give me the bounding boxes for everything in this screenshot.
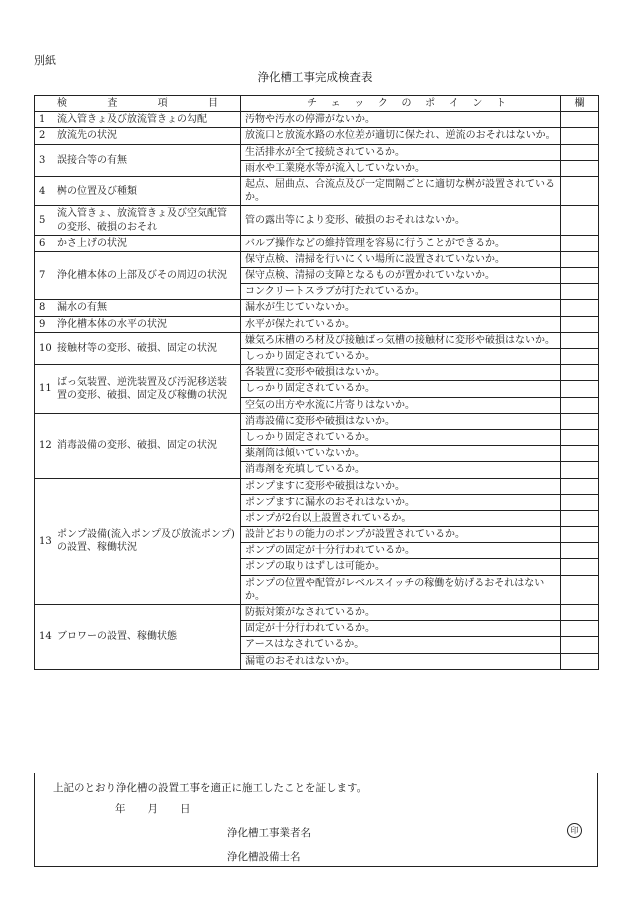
table-row bbox=[35, 112, 599, 128]
check-box-cell[interactable] bbox=[561, 397, 599, 413]
inspection-item-cell bbox=[35, 176, 241, 205]
check-box-cell[interactable] bbox=[561, 446, 599, 462]
check-point-text: ポンプが2台以上設置されているか。 bbox=[241, 510, 561, 526]
check-box-cell[interactable] bbox=[561, 365, 599, 381]
check-box-cell[interactable] bbox=[561, 621, 599, 637]
item-number: 9 bbox=[39, 318, 46, 330]
check-box-cell[interactable] bbox=[561, 462, 599, 478]
appendix-label: 別紙 bbox=[34, 54, 56, 67]
inspection-item-cell bbox=[35, 332, 241, 364]
inspection-item-cell bbox=[35, 605, 241, 670]
table-row bbox=[35, 300, 599, 316]
check-box-cell[interactable] bbox=[561, 112, 599, 128]
check-point-text: 各装置に変形や破損はないか。 bbox=[241, 365, 561, 381]
check-box-cell[interactable] bbox=[561, 510, 599, 526]
check-point-text: 放流口と放流水路の水位差が適切に保たれ、逆流のおそれはないか。 bbox=[241, 128, 561, 144]
check-box-cell[interactable] bbox=[561, 206, 599, 235]
check-box-cell[interactable] bbox=[561, 349, 599, 365]
inspection-item-cell bbox=[35, 144, 241, 176]
item-label: 流入管きょ、放流管きょ及び空気配管の変形、破損のおそれ bbox=[57, 208, 227, 233]
item-number: 13 bbox=[39, 535, 52, 547]
check-point-text: バルブ操作などの維持管理を容易に行うことができるか。 bbox=[241, 235, 561, 251]
check-box-cell[interactable] bbox=[561, 605, 599, 621]
check-point-text: 雨水や工業廃水等が流入していないか。 bbox=[241, 160, 561, 176]
check-point-text: 起点、屈曲点、合流点及び一定間隔ごとに適切な桝が設置されているか。 bbox=[241, 176, 561, 205]
inspection-item-cell bbox=[35, 316, 241, 332]
table-row bbox=[35, 128, 599, 144]
check-box-cell[interactable] bbox=[561, 176, 599, 205]
inspection-item-cell bbox=[35, 112, 241, 128]
inspection-item-cell bbox=[35, 251, 241, 300]
check-point-text: ポンプますに漏水のおそれはないか。 bbox=[241, 494, 561, 510]
check-box-cell[interactable] bbox=[561, 128, 599, 144]
check-box-cell[interactable] bbox=[561, 478, 599, 494]
table-row bbox=[35, 206, 599, 235]
item-number: 2 bbox=[39, 130, 46, 142]
check-box-cell[interactable] bbox=[561, 653, 599, 669]
check-point-text: 固定が十分行われているか。 bbox=[241, 621, 561, 637]
check-point-text: しっかり固定されているか。 bbox=[241, 429, 561, 445]
check-box-cell[interactable] bbox=[561, 316, 599, 332]
check-point-text: ポンプの取りはずしは可能か。 bbox=[241, 559, 561, 575]
check-point-text: しっかり固定されているか。 bbox=[241, 381, 561, 397]
month-label: 月 bbox=[147, 803, 158, 815]
table-row bbox=[35, 332, 599, 348]
check-box-cell[interactable] bbox=[561, 559, 599, 575]
table-row bbox=[35, 413, 599, 429]
item-number: 1 bbox=[39, 114, 46, 126]
check-box-cell[interactable] bbox=[561, 381, 599, 397]
check-point-text: ポンプの位置や配管がレベルスイッチの稼働を妨げるおそれはないか。 bbox=[241, 575, 561, 604]
check-box-cell[interactable] bbox=[561, 543, 599, 559]
check-box-cell[interactable] bbox=[561, 332, 599, 348]
check-point-text: 保守点検、清掃の支障となるものが置かれていないか。 bbox=[241, 268, 561, 284]
table-row bbox=[35, 316, 599, 332]
certification-box bbox=[34, 773, 598, 867]
check-box-cell[interactable] bbox=[561, 268, 599, 284]
inspection-item-cell bbox=[35, 206, 241, 235]
item-number: 5 bbox=[39, 214, 46, 226]
item-number: 6 bbox=[39, 237, 46, 249]
check-point-text: しっかり固定されているか。 bbox=[241, 349, 561, 365]
table-row bbox=[35, 365, 599, 381]
inspection-item-cell bbox=[35, 128, 241, 144]
header-check-column: 欄 bbox=[561, 96, 599, 112]
item-label: 浄化槽本体の上部及びその周辺の状況 bbox=[57, 270, 227, 282]
table-row bbox=[35, 478, 599, 494]
item-label: 接触材等の変形、破損、固定の状況 bbox=[57, 342, 217, 354]
header-item: 検 査 項 目 bbox=[35, 96, 241, 112]
check-point-text: 生活排水が全て接続されているか。 bbox=[241, 144, 561, 160]
item-label: 桝の位置及び種類 bbox=[57, 185, 137, 197]
check-point-text: 消毒設備に変形や破損はないか。 bbox=[241, 413, 561, 429]
item-label: ブロワーの設置、稼働状態 bbox=[57, 631, 177, 643]
item-label: 誤接合等の有無 bbox=[57, 154, 127, 166]
date-line bbox=[115, 801, 191, 816]
check-box-cell[interactable] bbox=[561, 160, 599, 176]
table-row bbox=[35, 251, 599, 267]
check-box-cell[interactable] bbox=[561, 575, 599, 604]
item-label: 流入管きょ及び放流管きょの勾配 bbox=[57, 114, 207, 126]
check-point-text: 保守点検、清掃を行いにくい場所に設置されていないか。 bbox=[241, 251, 561, 267]
item-label: 漏水の有無 bbox=[57, 302, 107, 314]
check-point-text: コンクリートスラブが打たれているか。 bbox=[241, 284, 561, 300]
inspection-table bbox=[34, 95, 599, 670]
item-label: かさ上げの状況 bbox=[57, 237, 127, 249]
inspection-item-cell bbox=[35, 365, 241, 414]
check-box-cell[interactable] bbox=[561, 235, 599, 251]
contractor-name-label: 浄化槽工事業者名 bbox=[227, 827, 311, 839]
check-point-text: 設計どおりの能力のポンプが設置されているか。 bbox=[241, 527, 561, 543]
check-box-cell[interactable] bbox=[561, 413, 599, 429]
year-label: 年 bbox=[115, 803, 126, 815]
item-label: 放流先の状況 bbox=[57, 130, 117, 142]
check-box-cell[interactable] bbox=[561, 144, 599, 160]
check-point-text: 嫌気ろ床槽のろ材及び接触ばっ気槽の接触材に変形や破損はないか。 bbox=[241, 332, 561, 348]
check-point-text: 薬剤筒は傾いていないか。 bbox=[241, 446, 561, 462]
table-header-row bbox=[35, 96, 599, 112]
check-point-text: 漏電のおそれはないか。 bbox=[241, 653, 561, 669]
check-point-text: 漏水が生じていないか。 bbox=[241, 300, 561, 316]
table-row bbox=[35, 235, 599, 251]
item-label: 浄化槽本体の水平の状況 bbox=[57, 318, 167, 330]
item-number: 14 bbox=[39, 631, 52, 643]
item-number: 4 bbox=[39, 185, 46, 197]
check-point-text: 防振対策がなされているか。 bbox=[241, 605, 561, 621]
inspection-item-cell bbox=[35, 300, 241, 316]
check-box-cell[interactable] bbox=[561, 637, 599, 653]
check-point-text: アースはなされているか。 bbox=[241, 637, 561, 653]
check-point-text: ポンプますに変形や破損はないか。 bbox=[241, 478, 561, 494]
check-point-text: 水平が保たれているか。 bbox=[241, 316, 561, 332]
check-point-text: 消毒剤を充填しているか。 bbox=[241, 462, 561, 478]
item-number: 11 bbox=[39, 383, 52, 395]
check-box-cell[interactable] bbox=[561, 429, 599, 445]
check-point-text: 管の露出等により変形、破損のおそれはないか。 bbox=[241, 206, 561, 235]
check-point-text: 空気の出方や水流に片寄りはないか。 bbox=[241, 397, 561, 413]
inspection-item-cell bbox=[35, 478, 241, 605]
page-title: 浄化槽工事完成検査表 bbox=[257, 70, 373, 84]
seal-mark: 印 bbox=[567, 823, 582, 838]
header-check-point: チ ェ ッ ク の ポ イ ン ト bbox=[241, 96, 561, 112]
table-row bbox=[35, 144, 599, 160]
table-row bbox=[35, 605, 599, 621]
check-point-text: 汚物や汚水の停滞がないか。 bbox=[241, 112, 561, 128]
certification-statement: 上記のとおり浄化槽の設置工事を適正に施工したことを証します。 bbox=[53, 782, 368, 794]
item-label: ばっ気装置、逆洗装置及び汚泥移送装置の変形、破損、固定及び稼働の状況 bbox=[57, 376, 227, 401]
check-box-cell[interactable] bbox=[561, 284, 599, 300]
item-number: 3 bbox=[39, 154, 46, 166]
manager-name-label: 浄化槽設備士名 bbox=[227, 851, 301, 863]
item-number: 7 bbox=[39, 270, 46, 282]
item-number: 10 bbox=[39, 342, 52, 354]
item-label: 消毒設備の変形、破損、固定の状況 bbox=[57, 440, 217, 452]
check-box-cell[interactable] bbox=[561, 494, 599, 510]
inspection-item-cell bbox=[35, 413, 241, 478]
check-box-cell[interactable] bbox=[561, 300, 599, 316]
check-box-cell[interactable] bbox=[561, 251, 599, 267]
check-point-text: ポンプの固定が十分行われているか。 bbox=[241, 543, 561, 559]
item-number: 8 bbox=[39, 302, 46, 314]
check-box-cell[interactable] bbox=[561, 527, 599, 543]
item-number: 12 bbox=[39, 440, 52, 452]
inspection-item-cell bbox=[35, 235, 241, 251]
table-row bbox=[35, 176, 599, 205]
day-label: 日 bbox=[180, 803, 191, 815]
item-label: ポンプ設備(流入ポンプ及び放流ポンプ)の設置、稼働状況 bbox=[57, 529, 235, 554]
